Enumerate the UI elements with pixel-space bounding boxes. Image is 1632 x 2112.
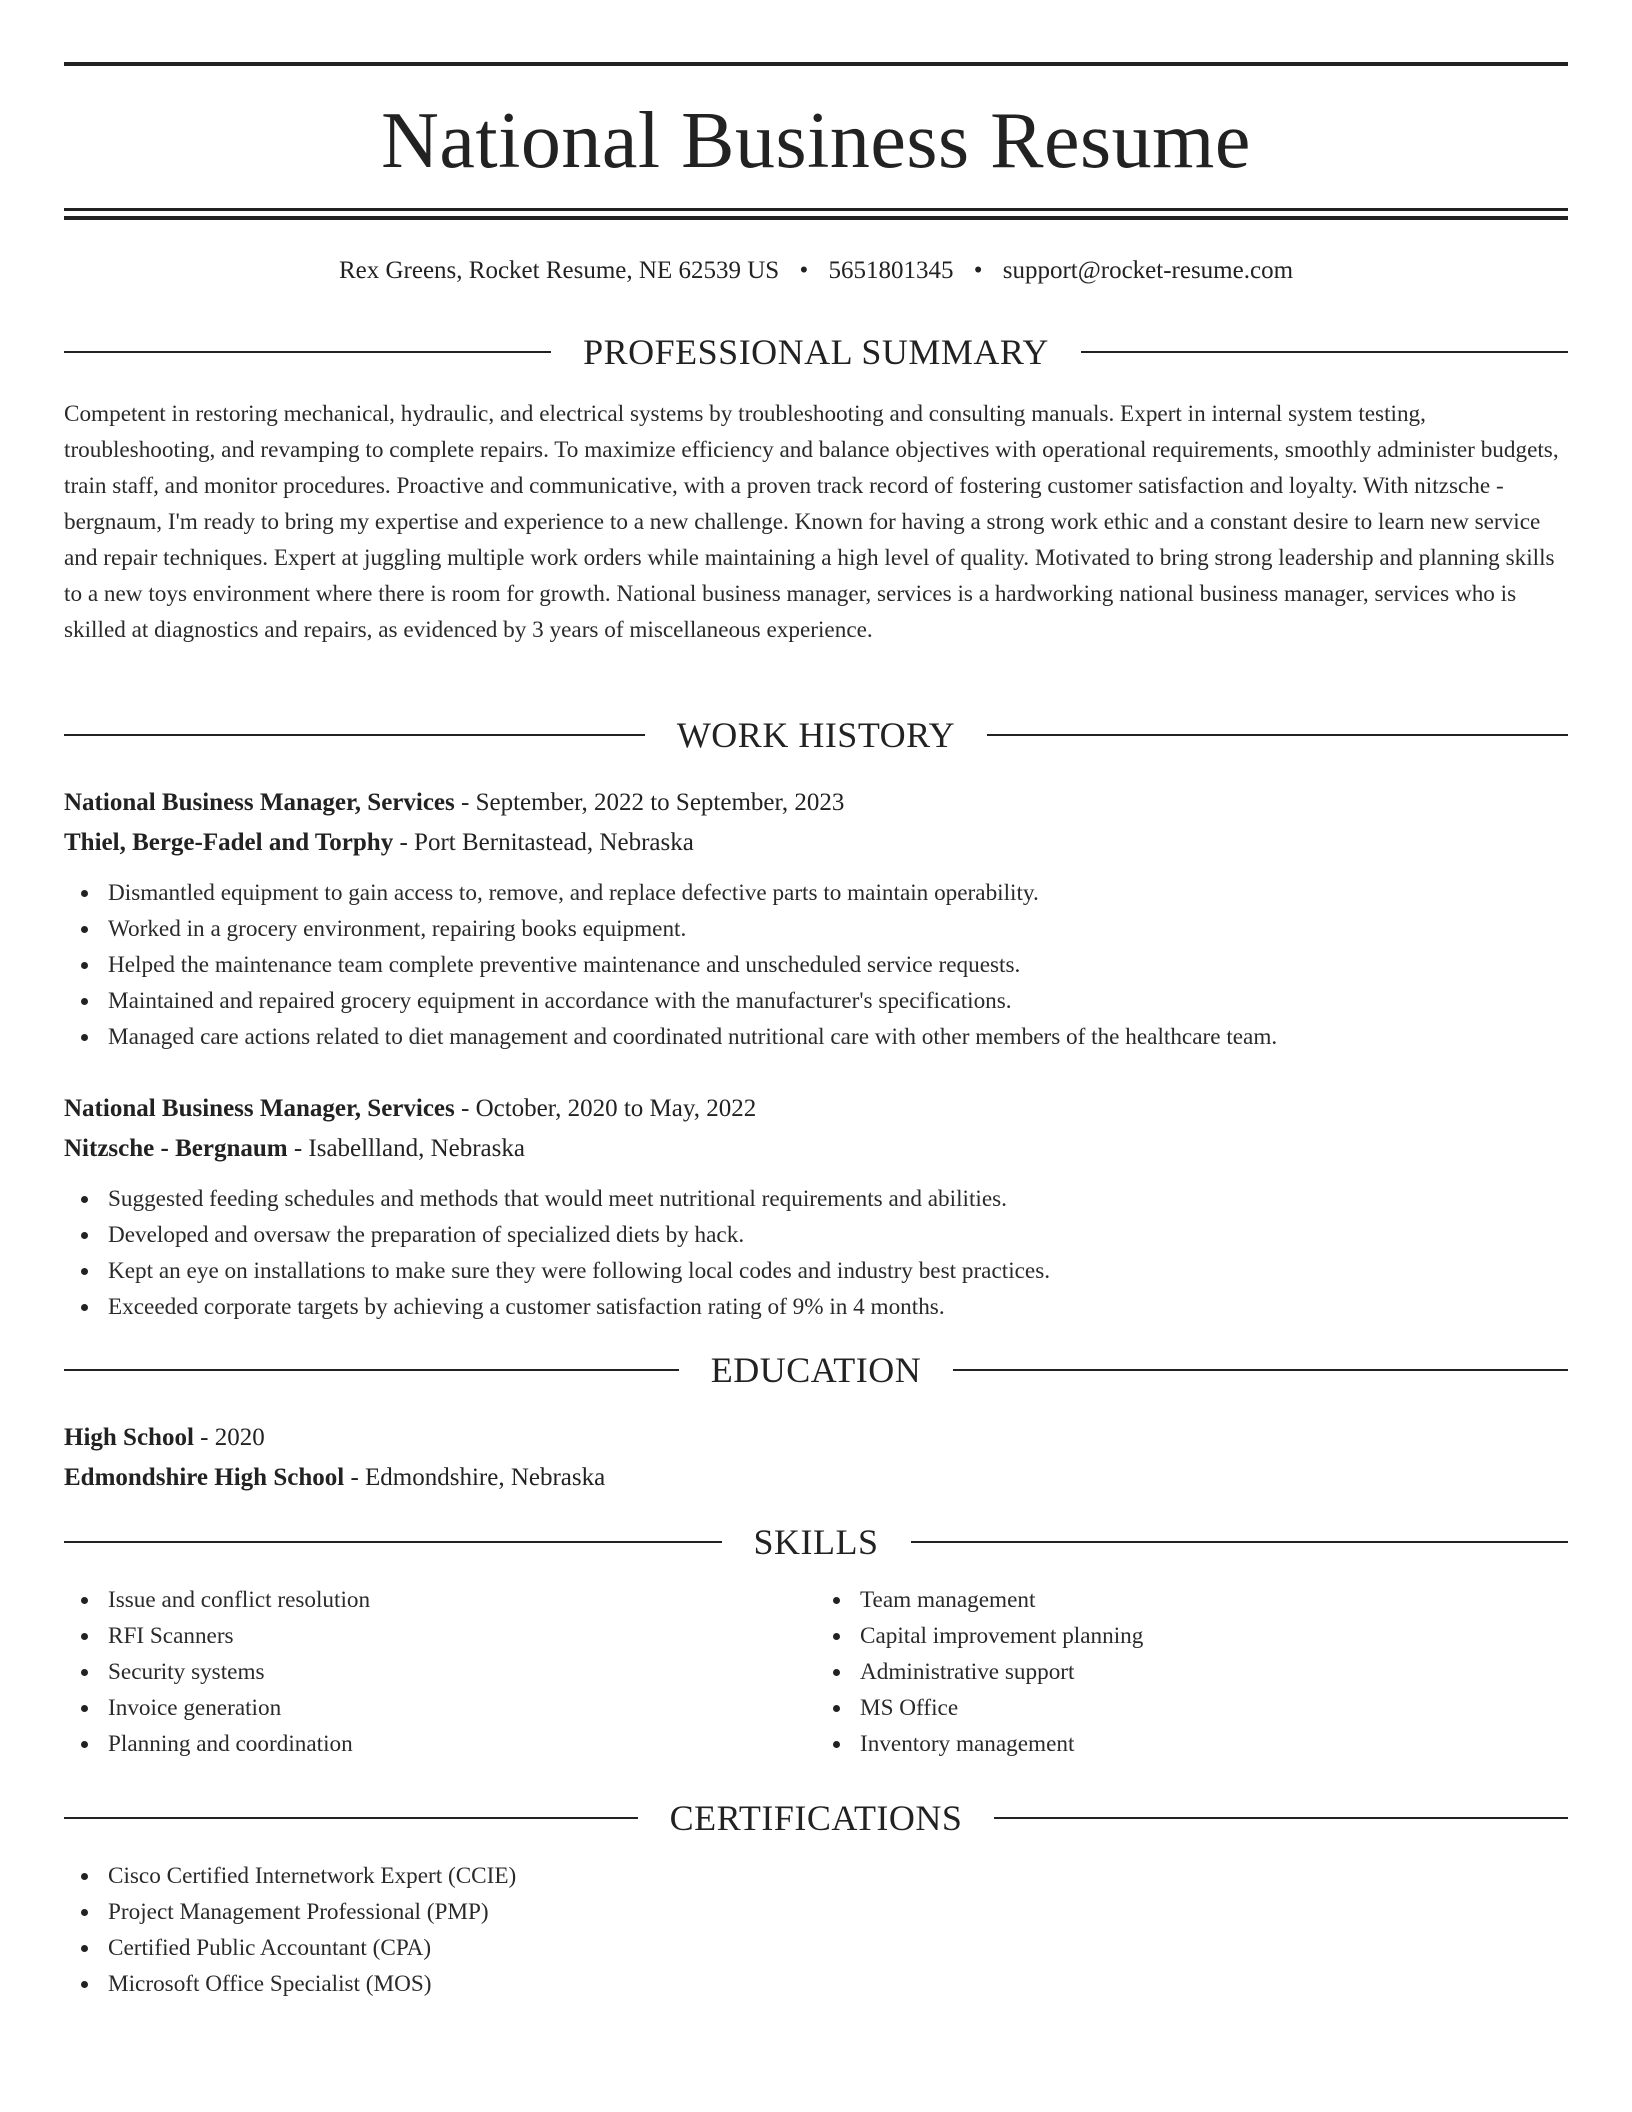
divider: [64, 351, 551, 353]
email: support@rocket-resume.com: [1002, 257, 1294, 284]
certifications-list: [64, 1858, 1568, 2002]
divider: [994, 1817, 1568, 1819]
list-item: Suggested feeding schedules and methods that would meet nutritional requirements and abilities.: [64, 1181, 1568, 1217]
job-dates: - September, 2022 to September, 2023: [454, 789, 845, 816]
skill-item: RFI Scanners: [64, 1618, 816, 1654]
divider: [911, 1541, 1569, 1543]
job-bullets: [64, 1181, 1568, 1325]
certification-item: Microsoft Office Specialist (MOS): [64, 1966, 1568, 2002]
divider: [1081, 351, 1568, 353]
section-title: WORK HISTORY: [676, 715, 956, 755]
skill-item: Capital improvement planning: [816, 1618, 1568, 1654]
contact-separator: •: [973, 257, 983, 284]
job-company: Thiel, Berge-Fadel and Torphy: [64, 829, 394, 856]
skill-item: Invoice generation: [64, 1690, 816, 1726]
job-bullets: [64, 875, 1568, 1055]
job-location: - Port Bernitastead, Nebraska: [393, 829, 694, 856]
list-item: Kept an eye on installations to make sure they were following local codes and industry best practices.: [64, 1253, 1568, 1289]
job-role-line: [64, 1089, 1568, 1129]
skills-grid: [64, 1582, 1568, 1762]
job-role: National Business Manager, Services: [64, 1095, 455, 1122]
education-school: Edmondshire High School: [64, 1464, 345, 1491]
education-location: - Edmondshire, Nebraska: [344, 1464, 606, 1491]
job-company-line: [64, 1129, 1568, 1169]
certification-item: Certified Public Accountant (CPA): [64, 1930, 1568, 1966]
divider: [987, 734, 1568, 736]
skill-item: MS Office: [816, 1690, 1568, 1726]
list-item: Developed and oversaw the preparation of specialized diets by hack.: [64, 1217, 1568, 1253]
skills-left-column: [64, 1582, 816, 1762]
skill-item: Administrative support: [816, 1654, 1568, 1690]
list-item: Exceeded corporate targets by achieving a customer satisfaction rating of 9% in 4 months.: [64, 1289, 1568, 1325]
divider: [953, 1369, 1568, 1371]
job-role: National Business Manager, Services: [64, 789, 455, 816]
job-company-line: [64, 823, 1568, 863]
list-item: Worked in a grocery environment, repairing books equipment.: [64, 911, 1568, 947]
divider: [64, 734, 645, 736]
phone: 5651801345: [828, 257, 954, 284]
job-entry: [64, 783, 1568, 1055]
contact-separator: •: [799, 257, 809, 284]
education-degree: High School: [64, 1424, 194, 1451]
job-entry: [64, 1089, 1568, 1325]
address: Rex Greens, Rocket Resume, NE 62539 US: [338, 257, 780, 284]
skills-right-column: [816, 1582, 1568, 1762]
section-heading-work: [64, 713, 1568, 757]
list-item: Maintained and repaired grocery equipment in accordance with the manufacturer's specifications.: [64, 983, 1568, 1019]
skill-item: Planning and coordination: [64, 1726, 816, 1762]
resume-title: National Business Resume: [381, 97, 1251, 185]
top-rule: [64, 62, 1568, 66]
section-heading-education: [64, 1348, 1568, 1392]
section-title: EDUCATION: [710, 1350, 922, 1390]
education-year: - 2020: [193, 1424, 265, 1451]
title-double-rule: [64, 208, 1568, 220]
education-school-line: [64, 1458, 1568, 1498]
contact-line: [64, 254, 1568, 288]
section-title: PROFESSIONAL SUMMARY: [583, 332, 1049, 372]
list-item: Dismantled equipment to gain access to, remove, and replace defective parts to maintain operability.: [64, 875, 1568, 911]
certification-item: Project Management Professional (PMP): [64, 1894, 1568, 1930]
education-degree-line: [64, 1418, 1568, 1458]
section-heading-certifications: [64, 1796, 1568, 1840]
section-title: SKILLS: [753, 1522, 879, 1562]
certification-item: Cisco Certified Internetwork Expert (CCIE): [64, 1858, 1568, 1894]
job-role-line: [64, 783, 1568, 823]
list-item: Helped the maintenance team complete preventive maintenance and unscheduled service requests.: [64, 947, 1568, 983]
job-location: - Isabellland, Nebraska: [287, 1135, 525, 1162]
skill-item: Security systems: [64, 1654, 816, 1690]
section-heading-skills: [64, 1520, 1568, 1564]
job-dates: - October, 2020 to May, 2022: [454, 1095, 757, 1122]
divider: [64, 1817, 638, 1819]
skill-item: Team management: [816, 1582, 1568, 1618]
section-heading-summary: [64, 330, 1568, 374]
section-title: CERTIFICATIONS: [669, 1798, 963, 1838]
divider: [64, 1541, 722, 1543]
education-entry: [64, 1418, 1568, 1498]
job-company: Nitzsche - Bergnaum: [64, 1135, 288, 1162]
skill-item: Inventory management: [816, 1726, 1568, 1762]
divider: [64, 1369, 679, 1371]
skill-item: Issue and conflict resolution: [64, 1582, 816, 1618]
list-item: Managed care actions related to diet management and coordinated nutritional care with other members of the healthcare team.: [64, 1019, 1568, 1055]
summary-text: Competent in restoring mechanical, hydraulic, and electrical systems by troubleshooting and consulting manuals. Expert in internal system testing, troubleshooting, and revamping to complete repairs. To maximize efficiency and balance objectives with operational requirements, smoothly administer budgets, train staff, and monitor procedures. Proactive and communicative, with a proven track record of fostering customer satisfaction and loyalty. With nitzsche - bergnaum, I'm ready to bring my expertise and experience to a new challenge. Known for having a strong work ethic and a constant desire to learn new service and repair techniques. Expert at juggling multiple work orders while maintaining a high level of quality. Motivated to bring strong leadership and planning skills to a new toys environment where there is room for growth. National business manager, services is a hardworking national business manager, services who is skilled at diagnostics and repairs, as evidenced by 3 years of miscellaneous experience.: [64, 401, 1559, 643]
